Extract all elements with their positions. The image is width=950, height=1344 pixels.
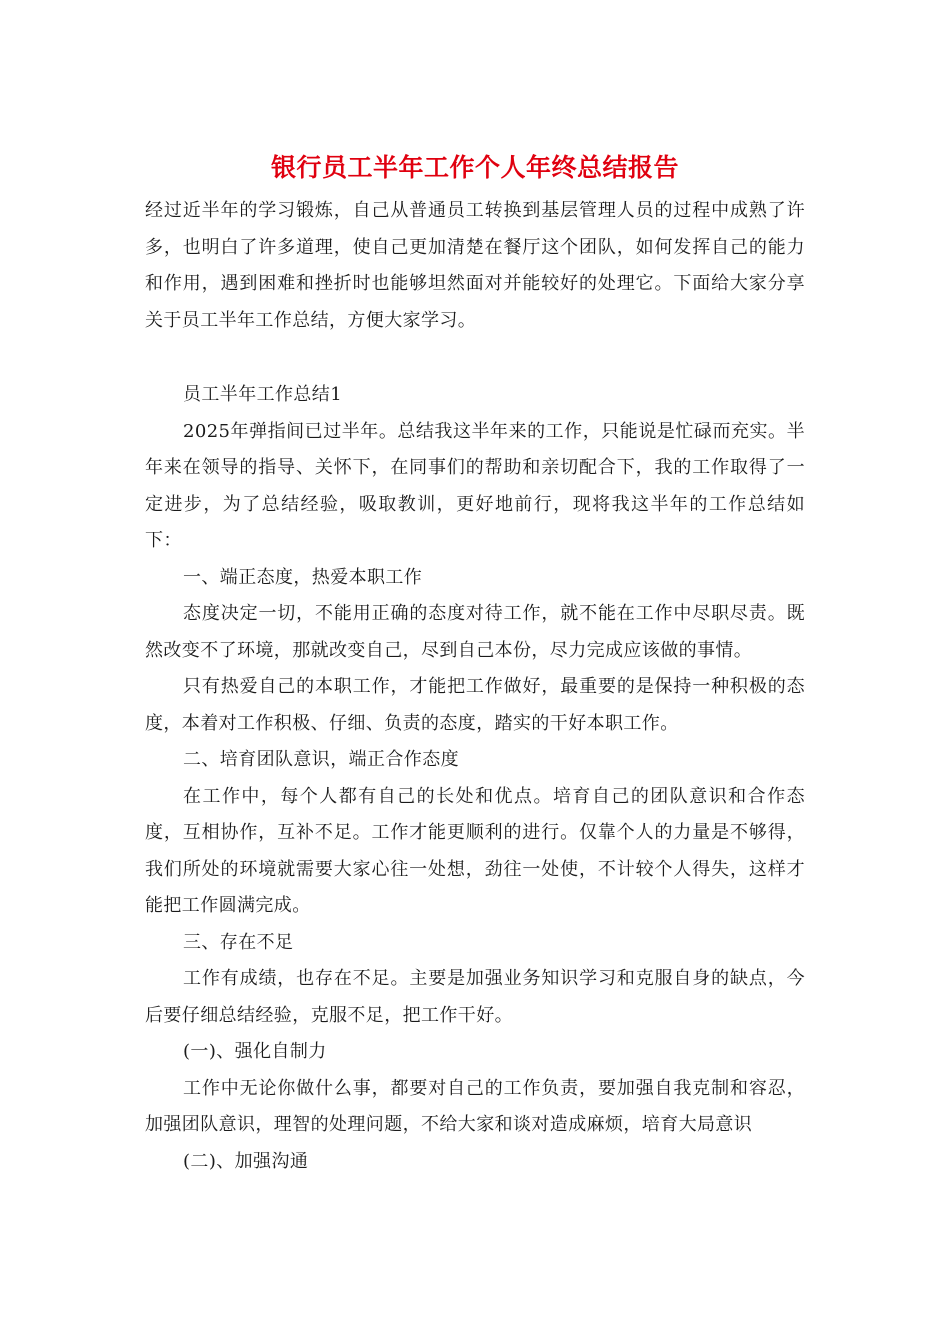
subheading-3-2: (二)、加强沟通 [183,1150,309,1172]
document-page [145,148,805,1180]
paragraph-gap [145,339,805,377]
intro-paragraph: 经过近半年的学习锻炼，自己从普通员工转换到基层管理人员的过程中成熟了许多，也明白了许多道理，使自己更加清楚在餐厅这个团队，如何发挥自己的能力和作用，遇到困难和挫折时也能够坦然面对并能较好的处理它。下面给大家分享关于员工半年工作总结，方便大家学习。 [145,200,805,331]
body-paragraph: 工作有成绩，也存在不足。主要是加强业务知识学习和克服自身的缺点，今后要仔细总结经验，克服不足，把工作干好。 [145,968,805,1026]
body-paragraph: 只有热爱自己的本职工作，才能把工作做好，最重要的是保持一种积极的态度，本着对工作积极、仔细、负责的态度，踏实的干好本职工作。 [145,676,805,734]
section-heading: 员工半年工作总结1 [183,384,343,405]
subheading-1: 一、端正态度，热爱本职工作 [183,566,423,588]
subheading-2: 二、培育团队意识，端正合作态度 [183,749,459,770]
subheading-3: 三、存在不足 [183,931,294,953]
body-paragraph: 2025年弹指间已过半年。总结我这半年来的工作，只能说是忙碌而充实。半年来在领导的指导、关怀下，在同事们的帮助和亲切配合下，我的工作取得了一定进步，为了总结经验，吸取教训，更好地前行，现将我这半年的工作总结如下： [145,420,805,551]
document-title: 银行员工半年工作个人年终总结报告 [270,153,679,182]
body-paragraph: 工作中无论你做什么事，都要对自己的工作负责，要加强自我克制和容忍，加强团队意识，理智的处理问题，不给大家和谈对造成麻烦，培育大局意识 [145,1077,805,1135]
subheading-3-1: (一)、强化自制力 [183,1041,327,1062]
body-paragraph: 在工作中，每个人都有自己的长处和优点。培育自己的团队意识和合作态度，互相协作，互补不足。工作才能更顺利的进行。仅靠个人的力量是不够得，我们所处的环境就需要大家心往一处想，劲往一处使，不计较个人得失，这样才能把工作圆满完成。 [145,785,805,916]
body-paragraph: 态度决定一切，不能用正确的态度对待工作，就不能在工作中尽职尽责。既然改变不了环境，那就改变自己，尽到自己本份，尽力完成应该做的事情。 [145,603,805,661]
